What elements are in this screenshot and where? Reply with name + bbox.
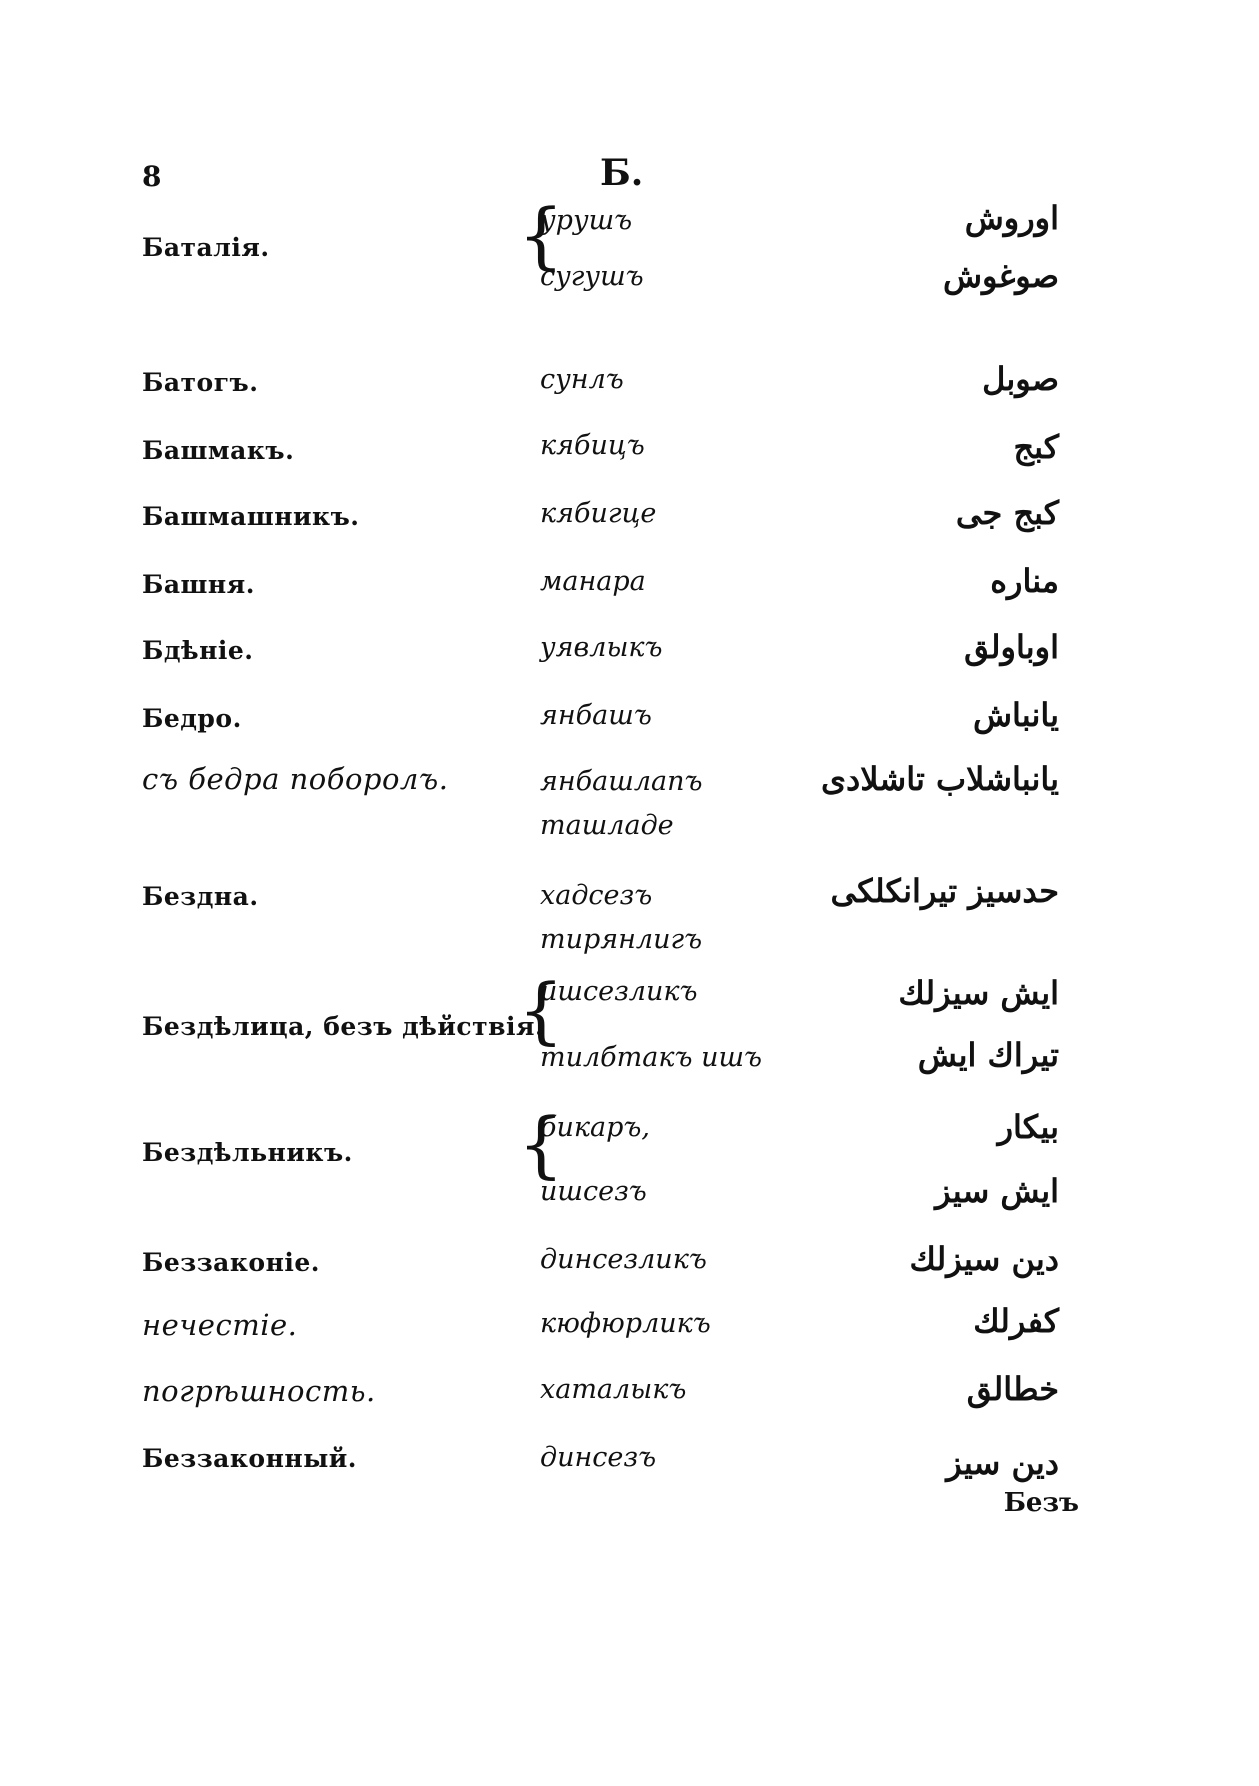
transliteration: бикаръ, [540, 1112, 650, 1143]
transliteration: ишсезъ [540, 1176, 647, 1207]
arabic-script: ايش سيز [935, 1172, 1059, 1210]
transliteration: сунлъ [540, 364, 624, 395]
arabic-script: صوغوش [942, 257, 1059, 295]
transliteration: урушъ [540, 205, 633, 236]
page-number: 8 [142, 160, 162, 193]
transliteration: ишсезликъ [540, 976, 698, 1007]
transliteration: манара [540, 566, 646, 597]
russian-headword: Баталія. [142, 233, 270, 262]
transliteration: кябицъ [540, 430, 645, 461]
russian-headword: Бдѣніе. [142, 636, 254, 665]
arabic-script: يانباش [972, 696, 1059, 734]
russian-headword: Башмашникъ. [142, 502, 360, 531]
dictionary-entry [0, 872, 1259, 955]
dictionary-entry [0, 628, 1259, 666]
russian-headword: Беззаконный. [142, 1444, 358, 1473]
dictionary-entry [0, 1240, 1259, 1278]
brace-symbol: { [518, 1102, 564, 1186]
russian-headword: Бездна. [142, 882, 259, 911]
arabic-script: ايش سيزلك [898, 974, 1059, 1012]
dictionary-entry [0, 1370, 1259, 1408]
transliteration: динсезликъ [540, 1244, 707, 1275]
russian-headword: погрѣшность. [142, 1374, 376, 1408]
dictionary-entry [0, 760, 1259, 841]
brace-symbol: { [518, 193, 564, 277]
dictionary-entry [0, 968, 1259, 1074]
transliteration: янбашлапъ ташладе [540, 766, 703, 841]
dictionary-entry [0, 1302, 1259, 1342]
arabic-script: خطالق [966, 1370, 1059, 1408]
transliteration: динсезъ [540, 1442, 657, 1473]
transliteration: янбашъ [540, 700, 652, 731]
arabic-script: بيكار [997, 1108, 1059, 1146]
russian-headword: Бедро. [142, 704, 242, 733]
transliteration: сугушъ [540, 261, 644, 292]
dictionary-entry [0, 696, 1259, 734]
transliteration: кюфюрликъ [540, 1308, 711, 1339]
arabic-script: تيراك ايش [917, 1036, 1059, 1074]
dictionary-entry [0, 562, 1259, 600]
russian-headword: Бездѣльникъ. [142, 1138, 353, 1167]
arabic-script: حدسيز تيرانكلكى [830, 872, 1059, 910]
arabic-script: كبج جى [955, 494, 1059, 532]
russian-headword: Башня. [142, 570, 255, 599]
russian-headword: съ бедра поборолъ. [142, 762, 449, 796]
dictionary-entry [0, 494, 1259, 532]
arabic-script: صوبل [982, 360, 1059, 398]
transliteration: хадсезъ тирянлигъ [540, 880, 703, 955]
arabic-script: كفرلك [973, 1302, 1059, 1340]
arabic-script: دين سيز [946, 1444, 1059, 1482]
russian-headword: Беззаконіе. [142, 1248, 321, 1277]
arabic-script: كبج [1013, 428, 1059, 466]
arabic-script: دين سيزلك [909, 1240, 1059, 1278]
transliteration: уявлыкъ [540, 632, 663, 663]
dictionary-entry [0, 1442, 1259, 1482]
dictionary-entry [0, 193, 1259, 295]
transliteration: хаталыкъ [540, 1374, 687, 1405]
dictionary-entry [0, 1102, 1259, 1210]
arabic-script: اوباولق [964, 628, 1059, 666]
section-letter: Б. [600, 152, 644, 194]
brace-symbol: { [518, 968, 564, 1052]
catchword: Безъ [1003, 1488, 1079, 1518]
russian-headword: Бездѣлица, безъ дѣйствія. [142, 1012, 545, 1041]
arabic-script: مناره [990, 562, 1059, 600]
dictionary-entry [0, 428, 1259, 466]
russian-headword: Башмакъ. [142, 436, 295, 465]
russian-headword: Батогъ. [142, 368, 259, 397]
arabic-script: اوروش [964, 199, 1059, 237]
transliteration: кябигце [540, 498, 657, 529]
arabic-script: يانباشلاب تاشلادى [821, 760, 1059, 798]
dictionary-entry [0, 360, 1259, 398]
transliteration: тилбтакъ ишъ [540, 1042, 763, 1073]
russian-headword: нечестіе. [142, 1308, 298, 1342]
